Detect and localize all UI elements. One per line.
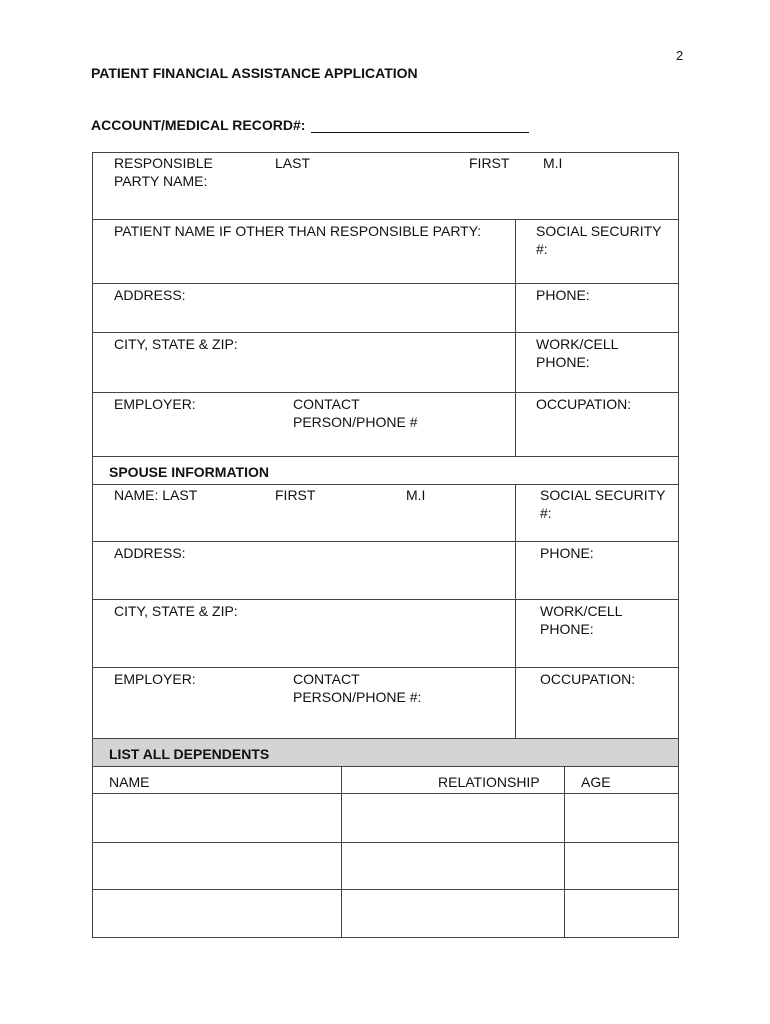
- dependents-relationship-header: RELATIONSHIP: [438, 774, 540, 790]
- dependent-2-age-cell[interactable]: [565, 843, 678, 889]
- spouse-occupation-label: OCCUPATION:: [540, 671, 636, 687]
- dependent-3-age-cell[interactable]: [565, 890, 678, 937]
- spouse-first-name-label: FIRST: [275, 487, 316, 503]
- page-number: 2: [676, 48, 684, 63]
- ssn-label: SOCIAL SECURITY #:: [536, 223, 662, 257]
- row-divider: [92, 766, 679, 767]
- row-divider: [92, 283, 679, 284]
- spouse-middle-initial-label: M.I: [406, 487, 426, 503]
- column-divider: [515, 219, 516, 456]
- address-label: ADDRESS:: [114, 287, 186, 303]
- employer-label: EMPLOYER:: [114, 396, 196, 412]
- city-state-zip-label: CITY, STATE & ZIP:: [114, 336, 238, 352]
- responsible-party-label: RESPONSIBLE PARTY NAME:: [114, 155, 213, 189]
- column-divider: [515, 484, 516, 738]
- row-divider: [92, 219, 679, 220]
- row-divider: [92, 484, 679, 485]
- spouse-contact-person-label: CONTACT PERSON/PHONE #:: [293, 671, 422, 705]
- occupation-label: OCCUPATION:: [536, 396, 632, 412]
- dependent-2-name-cell[interactable]: [93, 843, 341, 889]
- row-divider: [92, 332, 679, 333]
- row-divider: [92, 541, 679, 542]
- spouse-section-heading: SPOUSE INFORMATION: [109, 464, 269, 480]
- phone-label: PHONE:: [536, 287, 590, 303]
- middle-initial-label: M.I: [543, 155, 563, 171]
- first-name-label: FIRST: [469, 155, 510, 171]
- spouse-phone-label: PHONE:: [540, 545, 594, 561]
- row-divider: [92, 456, 679, 457]
- last-name-label: LAST: [275, 155, 311, 171]
- row-divider: [92, 738, 679, 739]
- spouse-last-name-label: NAME: LAST: [114, 487, 198, 503]
- dependent-1-name-cell[interactable]: [93, 794, 341, 842]
- spouse-city-state-zip-label: CITY, STATE & ZIP:: [114, 603, 238, 619]
- row-divider: [92, 667, 679, 668]
- row-divider: [92, 392, 679, 393]
- dependents-name-header: NAME: [109, 774, 150, 790]
- form-title: PATIENT FINANCIAL ASSISTANCE APPLICATION: [91, 65, 418, 81]
- account-input-line[interactable]: [311, 118, 529, 133]
- account-field: [91, 117, 529, 133]
- spouse-ssn-label: SOCIAL SECURITY #:: [540, 487, 666, 521]
- dependents-section-heading: LIST ALL DEPENDENTS: [109, 746, 270, 762]
- dependent-3-name-cell[interactable]: [93, 890, 341, 937]
- spouse-work-cell-phone-label: WORK/CELL PHONE:: [540, 603, 622, 637]
- dependent-2-relationship-cell[interactable]: [342, 843, 564, 889]
- spouse-employer-label: EMPLOYER:: [114, 671, 196, 687]
- contact-person-label: CONTACT PERSON/PHONE #: [293, 396, 418, 430]
- work-cell-phone-label: WORK/CELL PHONE:: [536, 336, 618, 370]
- row-divider: [92, 599, 679, 600]
- patient-name-label: PATIENT NAME IF OTHER THAN RESPONSIBLE PARTY:: [114, 223, 482, 239]
- dependent-3-relationship-cell[interactable]: [342, 890, 564, 937]
- spouse-address-label: ADDRESS:: [114, 545, 186, 561]
- dependent-1-relationship-cell[interactable]: [342, 794, 564, 842]
- account-label: ACCOUNT/MEDICAL RECORD#:: [91, 117, 306, 133]
- dependent-1-age-cell[interactable]: [565, 794, 678, 842]
- dependents-age-header: AGE: [581, 774, 611, 790]
